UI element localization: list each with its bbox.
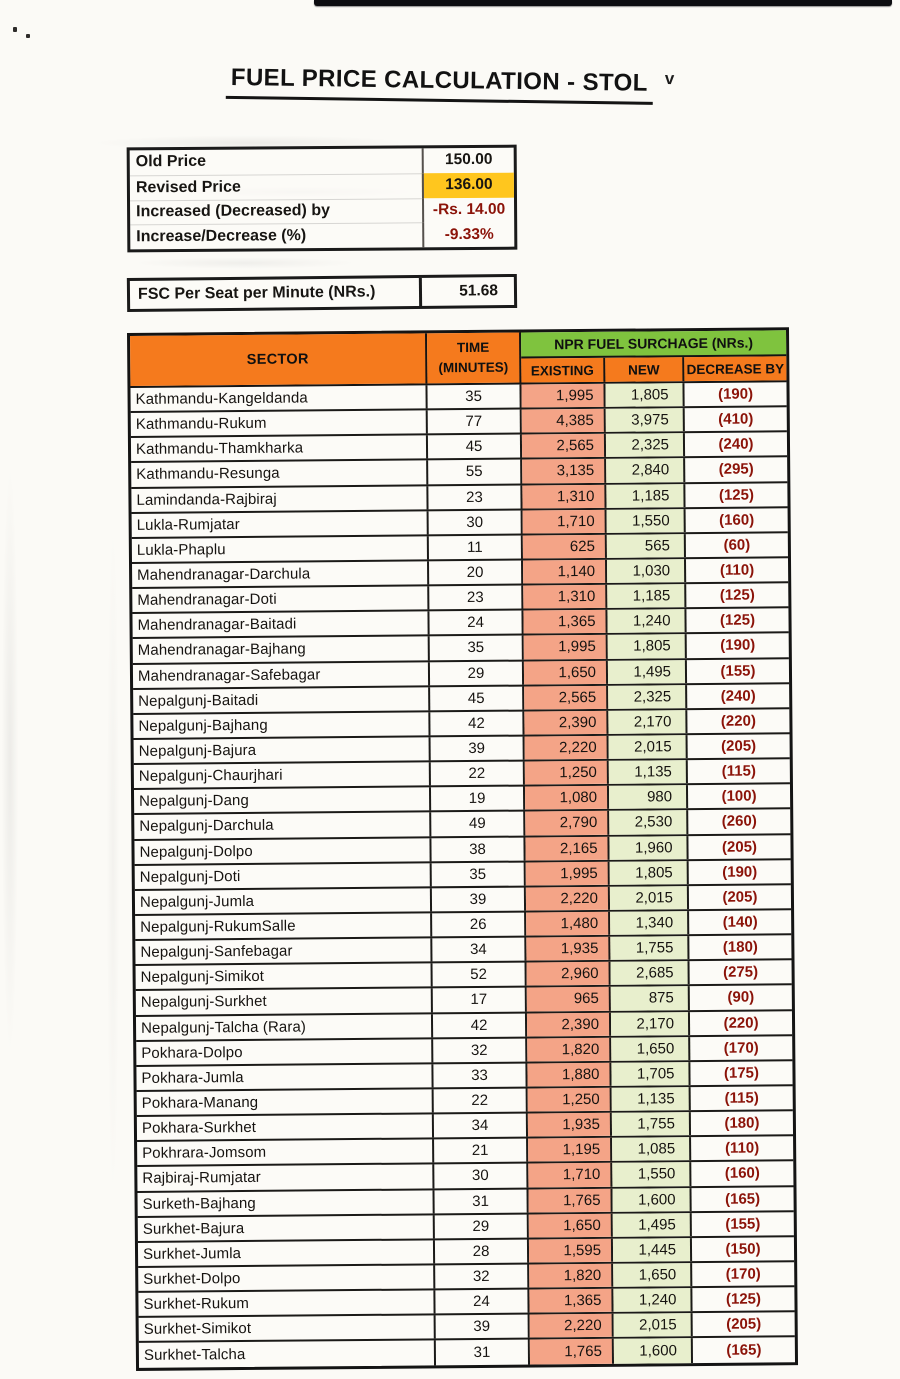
new-surcharge-cell: 1,650 [611, 1037, 690, 1061]
decrease-by-cell: (150) [725, 1240, 761, 1258]
decrease-by-cell: (180) [722, 938, 758, 956]
summary-row [130, 197, 514, 224]
new-surcharge-cell: 2,325 [608, 685, 687, 709]
header-npr-fuel-surcharge-group: NPR FUEL SURCHAGE (NRs.) [521, 330, 786, 358]
price-summary-box [127, 145, 518, 253]
time-cell: 35 [432, 862, 526, 886]
decrease-by-cell: (295) [718, 461, 754, 479]
new-surcharge-cell: 980 [609, 785, 688, 809]
existing-surcharge-cell: 1,650 [524, 660, 608, 684]
table-header [130, 330, 786, 388]
new-surcharge-cell: 565 [607, 534, 686, 558]
new-surcharge-cell: 2,685 [611, 961, 690, 985]
existing-surcharge-cell: 4,385 [522, 409, 606, 433]
decrease-by-cell: (240) [720, 687, 756, 705]
time-cell: 21 [434, 1139, 528, 1163]
header-decrease-by: DECREASE BY [684, 356, 786, 381]
header-time-minutes [427, 333, 521, 384]
new-surcharge-cell: 1,030 [607, 559, 686, 583]
existing-surcharge-cell: 1,935 [528, 1113, 612, 1137]
time-cell: 39 [432, 887, 526, 911]
time-cell: 55 [428, 460, 522, 484]
sector-cell: Pokhara-Surkhet [137, 1114, 434, 1140]
time-cell: 19 [431, 787, 525, 811]
time-cell: 31 [434, 1189, 528, 1213]
existing-surcharge-cell: 1,250 [528, 1088, 612, 1112]
table-body [130, 382, 795, 1368]
time-cell: 30 [429, 510, 523, 534]
sector-cell: Surkhet-Simikot [139, 1316, 436, 1342]
sector-cell: Kathmandu-Rukum [131, 411, 428, 437]
decrease-by-cell: (100) [721, 787, 757, 806]
time-cell: 30 [434, 1164, 528, 1188]
decrease-by-cell: (160) [724, 1164, 760, 1183]
existing-surcharge-cell: 2,220 [525, 736, 609, 760]
new-surcharge-cell: 1,805 [610, 861, 689, 885]
existing-surcharge-cell: 1,935 [526, 937, 610, 961]
decrease-by-cell: (190) [717, 385, 754, 403]
sector-cell: Mahendranagar-Baitadi [132, 612, 429, 638]
decrease-by-cell: (165) [724, 1190, 761, 1208]
decrease-by-cell: (125) [719, 586, 755, 605]
sector-cell: Nepalgunj-Talcha (Rara) [136, 1014, 433, 1040]
new-surcharge-cell: 1,960 [609, 836, 688, 860]
decrease-by-cell: (90) [727, 988, 755, 1007]
decrease-by-cell: (220) [723, 1014, 759, 1032]
decrease-by-cell: (125) [718, 486, 755, 504]
new-surcharge-cell: 1,135 [612, 1087, 691, 1111]
existing-surcharge-cell: 1,140 [523, 560, 607, 584]
sector-cell: Pokhara-Dolpo [136, 1039, 433, 1065]
new-surcharge-cell: 1,495 [608, 660, 687, 684]
time-cell: 39 [431, 737, 525, 761]
time-cell: 17 [433, 988, 527, 1012]
time-cell: 23 [428, 485, 522, 509]
sector-cell: Nepalgunj-Sanfebagar [135, 938, 432, 964]
summary-value: -9.33% [422, 222, 514, 247]
sector-cell: Surkhet-Jumla [138, 1240, 435, 1266]
sector-cell: Pokhara-Manang [137, 1089, 434, 1115]
existing-surcharge-cell: 2,390 [527, 1012, 611, 1036]
existing-surcharge-cell: 1,765 [528, 1188, 612, 1212]
sector-cell: Lamindanda-Rajbiraj [131, 486, 428, 512]
time-cell: 22 [431, 762, 525, 786]
new-surcharge-cell: 1,805 [605, 383, 684, 407]
decrease-by-cell: (205) [721, 737, 757, 755]
scan-artifact-bar [314, 0, 892, 6]
time-cell: 33 [433, 1063, 527, 1087]
existing-surcharge-cell: 1,765 [530, 1339, 614, 1365]
new-surcharge-cell: 2,530 [609, 811, 688, 835]
new-surcharge-cell: 1,600 [614, 1338, 693, 1364]
new-surcharge-cell: 2,170 [611, 1012, 690, 1036]
summary-value: -Rs. 14.00 [422, 197, 514, 222]
new-surcharge-cell: 875 [611, 986, 690, 1010]
new-surcharge-cell: 1,705 [611, 1062, 690, 1086]
decrease-by-cell: (170) [723, 1039, 759, 1057]
new-surcharge-cell: 2,840 [606, 459, 685, 483]
existing-surcharge-cell: 1,650 [529, 1213, 613, 1237]
new-surcharge-cell: 1,550 [612, 1162, 691, 1186]
sector-cell: Lukla-Rumjatar [132, 511, 429, 537]
time-cell: 35 [427, 385, 521, 409]
existing-surcharge-cell: 625 [523, 535, 607, 559]
sector-cell: Surkhet-Dolpo [138, 1265, 435, 1291]
new-surcharge-cell: 2,015 [610, 886, 689, 910]
fuel-surcharge-table [127, 327, 798, 1371]
time-cell: 42 [433, 1013, 527, 1037]
decrease-by-cell: (110) [719, 561, 755, 579]
decrease-by-cell: (275) [723, 963, 759, 982]
existing-surcharge-cell: 2,565 [522, 434, 606, 458]
summary-label: Increased (Decreased) by [130, 198, 422, 225]
existing-surcharge-cell: 2,390 [524, 711, 608, 735]
time-cell: 24 [429, 611, 523, 635]
decrease-by-cell: (115) [721, 762, 757, 780]
existing-surcharge-cell: 1,820 [529, 1264, 613, 1288]
existing-surcharge-cell: 1,995 [524, 635, 608, 659]
summary-row [130, 222, 514, 249]
decrease-by-cell: (260) [721, 812, 757, 831]
sector-cell: Surketh-Bajhang [138, 1190, 435, 1216]
time-cell: 29 [435, 1214, 529, 1238]
decrease-by-cell: (205) [726, 1315, 762, 1334]
table-row [139, 1338, 795, 1369]
new-surcharge-cell: 1,135 [609, 760, 688, 784]
new-surcharge-cell: 1,340 [610, 911, 689, 935]
sector-cell: Nepalgunj-Jumla [135, 888, 432, 914]
sector-cell: Kathmandu-Kangeldanda [130, 385, 427, 411]
sector-cell: Pokhrara-Jomsom [137, 1140, 434, 1166]
decrease-by-cell: (140) [722, 913, 758, 931]
summary-value: 150.00 [422, 148, 514, 173]
new-surcharge-cell: 1,185 [607, 584, 686, 608]
time-cell: 26 [432, 912, 526, 936]
existing-surcharge-cell: 1,710 [528, 1163, 612, 1187]
decrease-by-cell: (205) [721, 838, 758, 856]
new-surcharge-cell: 1,085 [612, 1137, 691, 1161]
sector-cell: Lukla-Phaplu [132, 536, 429, 562]
existing-surcharge-cell: 2,565 [524, 686, 608, 710]
summary-label: Revised Price [130, 173, 422, 200]
time-cell: 11 [429, 535, 523, 559]
sector-cell: Kathmandu-Thamkharka [131, 436, 428, 462]
sector-cell: Pokhara-Jumla [136, 1064, 433, 1090]
fsc-per-seat-box [127, 274, 517, 312]
decrease-by-cell: (165) [726, 1341, 762, 1360]
time-cell: 34 [432, 938, 526, 962]
new-surcharge-cell: 2,170 [608, 710, 687, 734]
existing-surcharge-cell: 1,880 [527, 1063, 611, 1087]
fsc-value: 51.68 [459, 282, 499, 300]
time-cell: 22 [434, 1088, 528, 1112]
sector-cell: Kathmandu-Resunga [131, 461, 428, 487]
sector-cell: Nepalgunj-Bajura [134, 737, 431, 763]
time-cell: 45 [430, 686, 524, 710]
new-surcharge-cell: 1,550 [607, 509, 686, 533]
new-surcharge-cell: 1,755 [610, 936, 689, 960]
existing-surcharge-cell: 1,310 [523, 585, 607, 609]
existing-surcharge-cell: 2,790 [525, 811, 609, 835]
sector-cell: Nepalgunj-Dolpo [134, 838, 431, 864]
sector-cell: Nepalgunj-Doti [135, 863, 432, 889]
decrease-by-cell: (115) [724, 1089, 759, 1107]
decrease-by-cell: (240) [718, 435, 754, 454]
new-surcharge-cell: 1,805 [608, 635, 687, 659]
time-cell: 35 [430, 636, 524, 660]
sector-cell: Mahendranagar-Darchula [132, 561, 429, 587]
existing-surcharge-cell: 1,310 [522, 484, 606, 508]
existing-surcharge-cell: 1,995 [521, 384, 605, 408]
summary-label: Increase/Decrease (%) [130, 223, 422, 250]
header-existing: EXISTING [521, 358, 605, 383]
new-surcharge-cell: 2,325 [606, 433, 685, 457]
scan-speck [26, 34, 30, 38]
header-sector: SECTOR [130, 333, 427, 386]
decrease-by-cell: (190) [722, 863, 758, 881]
existing-surcharge-cell: 1,365 [523, 610, 607, 634]
new-surcharge-cell: 1,600 [612, 1188, 691, 1212]
sector-cell: Mahendranagar-Safebagar [133, 662, 430, 688]
sector-cell: Nepalgunj-Chaurjhari [134, 762, 431, 788]
time-cell: 52 [433, 963, 527, 987]
decrease-by-cell: (170) [725, 1265, 761, 1283]
new-surcharge-cell: 3,975 [606, 408, 685, 432]
decrease-by-cell: (410) [718, 410, 754, 429]
document-title-row [0, 60, 900, 109]
check-mark-annotation: v [664, 68, 675, 89]
decrease-by-cell: (205) [722, 888, 758, 906]
new-surcharge-cell: 1,445 [613, 1238, 692, 1262]
existing-surcharge-cell: 3,135 [522, 459, 606, 483]
new-surcharge-cell: 1,755 [612, 1112, 691, 1136]
sector-cell: Rajbiraj-Rumjatar [137, 1165, 434, 1191]
new-surcharge-cell: 1,240 [613, 1288, 692, 1312]
existing-surcharge-cell: 1,710 [523, 510, 607, 534]
time-cell: 49 [431, 812, 525, 836]
existing-surcharge-cell: 1,195 [528, 1138, 612, 1162]
decrease-by-cell: (160) [719, 511, 755, 529]
summary-value: 136.00 [422, 172, 514, 197]
sector-cell: Nepalgunj-Baitadi [133, 687, 430, 713]
existing-surcharge-cell: 2,960 [527, 962, 611, 986]
decrease-by-cell: (110) [724, 1139, 760, 1158]
summary-row [130, 172, 514, 199]
decrease-by-cell: (125) [719, 611, 756, 630]
existing-surcharge-cell: 965 [527, 987, 611, 1011]
existing-surcharge-cell: 1,595 [529, 1239, 613, 1263]
new-surcharge-cell: 2,015 [609, 735, 688, 759]
fsc-label: FSC Per Seat per Minute (NRs.) [130, 278, 422, 309]
header-time-line1: TIME [456, 339, 490, 355]
time-cell: 32 [433, 1038, 527, 1062]
existing-surcharge-cell: 2,220 [530, 1314, 614, 1338]
sector-cell: Nepalgunj-Dang [134, 788, 431, 814]
new-surcharge-cell: 2,015 [614, 1313, 693, 1337]
time-cell: 23 [429, 586, 523, 610]
existing-surcharge-cell: 1,080 [525, 786, 609, 810]
time-cell: 77 [428, 410, 522, 434]
time-cell: 38 [431, 837, 525, 861]
decrease-by-cell: (190) [720, 636, 756, 655]
sector-cell: Nepalgunj-Surkhet [136, 989, 433, 1015]
time-cell: 42 [430, 711, 524, 735]
existing-surcharge-cell: 1,820 [527, 1037, 611, 1061]
header-new: NEW [605, 357, 684, 382]
time-cell: 29 [430, 661, 524, 685]
time-cell: 24 [435, 1290, 529, 1314]
sector-cell: Surkhet-Bajura [138, 1215, 435, 1241]
existing-surcharge-cell: 1,480 [526, 912, 610, 936]
new-surcharge-cell: 1,240 [607, 609, 686, 633]
new-surcharge-cell: 1,185 [606, 484, 685, 508]
page-title: FUEL PRICE CALCULATION - STOL [226, 64, 653, 105]
sector-cell: Nepalgunj-Darchula [134, 813, 431, 839]
decrease-by-cell: (155) [725, 1215, 761, 1233]
sector-cell: Surkhet-Talcha [139, 1341, 436, 1369]
existing-surcharge-cell: 1,250 [525, 761, 609, 785]
time-cell: 31 [436, 1340, 530, 1366]
decrease-by-cell: (125) [725, 1290, 762, 1308]
summary-row [130, 148, 514, 175]
sector-cell: Nepalgunj-Simikot [136, 964, 433, 990]
scan-speck [13, 27, 17, 32]
time-cell: 39 [436, 1315, 530, 1339]
existing-surcharge-cell: 2,220 [526, 887, 610, 911]
existing-surcharge-cell: 1,365 [529, 1289, 613, 1313]
sector-cell: Mahendranagar-Doti [132, 586, 429, 612]
decrease-by-cell: (180) [724, 1114, 760, 1132]
time-cell: 20 [429, 561, 523, 585]
existing-surcharge-cell: 1,995 [526, 861, 610, 885]
header-time-line2: (MINUTES) [438, 359, 509, 376]
decrease-by-cell: (155) [720, 662, 756, 680]
existing-surcharge-cell: 2,165 [525, 836, 609, 860]
decrease-by-cell: (175) [723, 1064, 760, 1082]
decrease-by-cell: (60) [723, 536, 751, 554]
time-cell: 32 [435, 1264, 529, 1288]
new-surcharge-cell: 1,650 [613, 1263, 692, 1287]
time-cell: 45 [428, 435, 522, 459]
sector-cell: Mahendranagar-Bajhang [133, 637, 430, 663]
summary-label: Old Price [135, 153, 207, 171]
sector-cell: Nepalgunj-Bajhang [133, 712, 430, 738]
time-cell: 34 [434, 1114, 528, 1138]
decrease-by-cell: (220) [720, 712, 756, 730]
sector-cell: Nepalgunj-RukumSalle [135, 913, 432, 939]
new-surcharge-cell: 1,495 [613, 1213, 692, 1237]
time-cell: 28 [435, 1239, 529, 1263]
sector-cell: Surkhet-Rukum [138, 1290, 435, 1316]
